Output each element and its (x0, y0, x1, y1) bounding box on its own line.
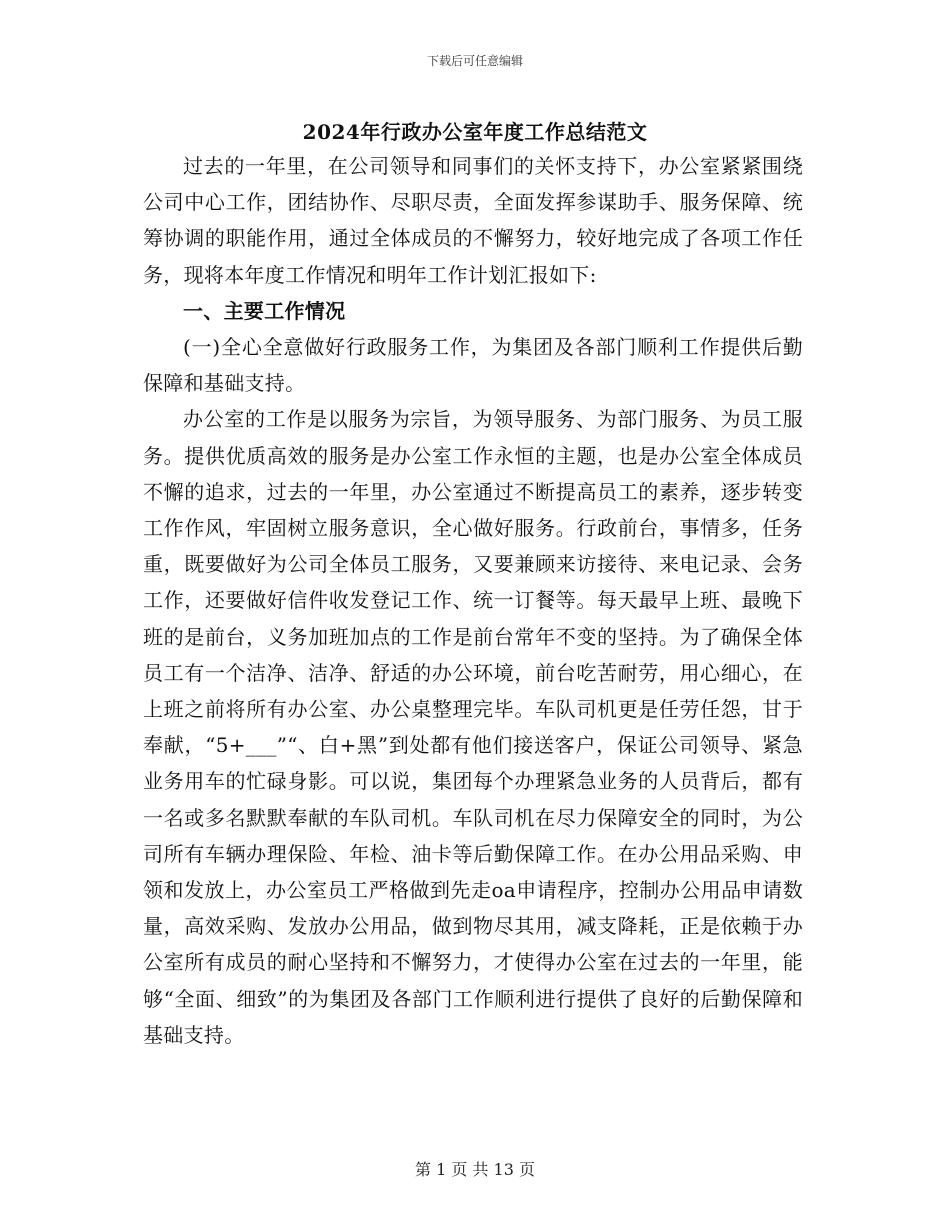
subsection-paragraph: (一)全心全意做好行政服务工作，为集团及各部门顺利工作提供后勤保障和基础支持。 (143, 335, 803, 396)
section-heading: 一、主要工作情况 (183, 298, 346, 323)
document-body (143, 148, 803, 1053)
page-number: 第 1 页 共 13 页 (415, 1160, 535, 1179)
intro-paragraph: 过去的一年里，在公司领导和同事们的关怀支持下，办公室紧紧围绕公司中心工作，团结协作、尽职尽责，全面发挥参谋助手、服务保障、统筹协调的职能作用，通过全体成员的不懈努力，较好地完成了各项工作任务，现将本年度工作情况和明年工作计划汇报如下: (143, 154, 803, 287)
body-paragraph: 办公室的工作是以服务为宗旨，为领导服务、为部门服务、为员工服务。提供优质高效的服务是办公室工作永恒的主题，也是办公室全体成员不懈的追求，过去的一年里，办公室通过不断提高员工的素养，逐步转变工作作风，牢固树立服务意识，全心做好服务。行政前台，事情多，任务重，既要做好为公司全体员工服务，又要兼顾来访接待、来电记录、会务工作，还要做好信件收发登记工作、统一订餐等。每天最早上班、最晚下班的是前台，义务加班加点的工作是前台常年不变的坚持。为了确保全体员工有一个洁净、洁净、舒适的办公环境，前台吃苦耐劳，用心细心，在上班之前将所有办公室、办公桌整理完毕。车队司机更是任劳任怨，甘于奉献，“5+___”“、白+黑”到处都有他们接送客户，保证公司领导、紧急业务用车的忙碌身影。可以说，集团每个办理紧急业务的人员背后，都有一名或多名默默奉献的车队司机。车队司机在尽力保障安全的同时，为公司所有车辆办理保险、年检、油卡等后勤保障工作。在办公用品采购、申领和发放上，办公室员工严格做到先走oa申请程序，控制办公用品申请数量，高效采购、发放办公用品，做到物尽其用，减支降耗，正是依赖于办公室所有成员的耐心坚持和不懈努力，才使得办公室在过去的一年里，能够“全面、细致”的为集团及各部门工作顺利进行提供了良好的后勤保障和基础支持。 (143, 407, 803, 1047)
document-title: 2024年行政办公室年度工作总结范文 (302, 120, 648, 144)
header-note: 下载后可任意编辑 (426, 54, 523, 68)
